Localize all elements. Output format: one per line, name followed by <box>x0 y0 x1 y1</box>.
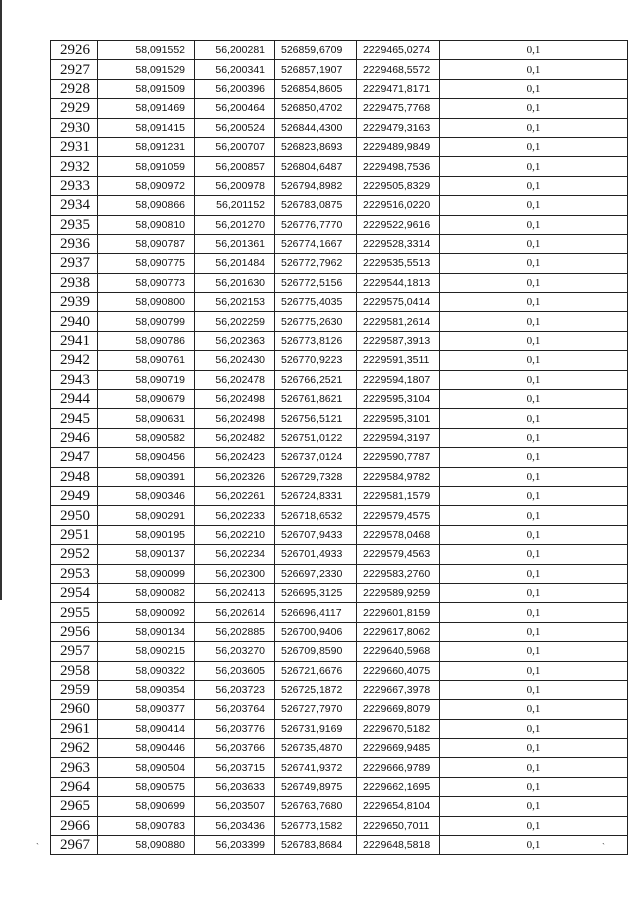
point-number-cell: 2936 <box>51 234 98 253</box>
latitude-cell: 58,090137 <box>98 545 195 564</box>
latitude-cell: 58,090679 <box>98 390 195 409</box>
accuracy-cell: 0,1 <box>440 370 628 389</box>
latitude-cell: 58,091415 <box>98 118 195 137</box>
coord-x-cell: 526794,8982 <box>275 176 357 195</box>
coord-y-cell: 2229475,7768 <box>357 99 440 118</box>
longitude-cell: 56,203399 <box>195 836 275 855</box>
table-row <box>51 506 628 525</box>
accuracy-cell: 0,1 <box>440 409 628 428</box>
coord-x-cell: 526859,6709 <box>275 41 357 60</box>
coord-x-cell: 526775,4035 <box>275 293 357 312</box>
longitude-cell: 56,201361 <box>195 234 275 253</box>
coord-x-cell: 526844,4300 <box>275 118 357 137</box>
longitude-cell: 56,202363 <box>195 331 275 350</box>
accuracy-cell: 0,1 <box>440 797 628 816</box>
coord-y-cell: 2229575,0414 <box>357 293 440 312</box>
coord-y-cell: 2229654,8104 <box>357 797 440 816</box>
coord-y-cell: 2229578,0468 <box>357 525 440 544</box>
table-row <box>51 777 628 796</box>
latitude-cell: 58,090195 <box>98 525 195 544</box>
coord-y-cell: 2229589,9259 <box>357 583 440 602</box>
latitude-cell: 58,090414 <box>98 719 195 738</box>
longitude-cell: 56,203633 <box>195 777 275 796</box>
point-number-cell: 2947 <box>51 448 98 467</box>
longitude-cell: 56,201484 <box>195 254 275 273</box>
coord-y-cell: 2229594,3197 <box>357 428 440 447</box>
coord-x-cell: 526701,4933 <box>275 545 357 564</box>
accuracy-cell: 0,1 <box>440 622 628 641</box>
longitude-cell: 56,203723 <box>195 680 275 699</box>
point-number-cell: 2959 <box>51 680 98 699</box>
table-row <box>51 467 628 486</box>
coord-y-cell: 2229594,1807 <box>357 370 440 389</box>
accuracy-cell: 0,1 <box>440 428 628 447</box>
longitude-cell: 56,202482 <box>195 428 275 447</box>
point-number-cell: 2928 <box>51 79 98 98</box>
table-row <box>51 603 628 622</box>
longitude-cell: 56,202233 <box>195 506 275 525</box>
table-row <box>51 486 628 505</box>
coord-x-cell: 526741,9372 <box>275 758 357 777</box>
table-row <box>51 545 628 564</box>
longitude-cell: 56,200396 <box>195 79 275 98</box>
point-number-cell: 2958 <box>51 661 98 680</box>
accuracy-cell: 0,1 <box>440 196 628 215</box>
coord-x-cell: 526700,9406 <box>275 622 357 641</box>
coord-x-cell: 526751,0122 <box>275 428 357 447</box>
coord-y-cell: 2229662,1695 <box>357 777 440 796</box>
coordinates-table <box>50 40 628 855</box>
longitude-cell: 56,203715 <box>195 758 275 777</box>
table-row <box>51 700 628 719</box>
coord-y-cell: 2229581,1579 <box>357 486 440 505</box>
latitude-cell: 58,090787 <box>98 234 195 253</box>
coord-y-cell: 2229669,9485 <box>357 739 440 758</box>
longitude-cell: 56,202430 <box>195 351 275 370</box>
coord-x-cell: 526718,6532 <box>275 506 357 525</box>
point-number-cell: 2950 <box>51 506 98 525</box>
latitude-cell: 58,090291 <box>98 506 195 525</box>
latitude-cell: 58,090099 <box>98 564 195 583</box>
accuracy-cell: 0,1 <box>440 293 628 312</box>
accuracy-cell: 0,1 <box>440 777 628 796</box>
table-row <box>51 390 628 409</box>
latitude-cell: 58,090783 <box>98 816 195 835</box>
coord-y-cell: 2229595,3104 <box>357 390 440 409</box>
coord-y-cell: 2229667,3978 <box>357 680 440 699</box>
coord-x-cell: 526709,8590 <box>275 642 357 661</box>
accuracy-cell: 0,1 <box>440 816 628 835</box>
table-row <box>51 370 628 389</box>
coord-y-cell: 2229583,2760 <box>357 564 440 583</box>
coord-x-cell: 526854,8605 <box>275 79 357 98</box>
accuracy-cell: 0,1 <box>440 680 628 699</box>
coord-x-cell: 526776,7770 <box>275 215 357 234</box>
table-row <box>51 409 628 428</box>
table-row <box>51 525 628 544</box>
coord-x-cell: 526727,7970 <box>275 700 357 719</box>
coord-x-cell: 526724,8331 <box>275 486 357 505</box>
longitude-cell: 56,202885 <box>195 622 275 641</box>
coord-x-cell: 526731,9169 <box>275 719 357 738</box>
coord-x-cell: 526774,1667 <box>275 234 357 253</box>
point-number-cell: 2939 <box>51 293 98 312</box>
table-row <box>51 564 628 583</box>
coord-x-cell: 526707,9433 <box>275 525 357 544</box>
table-row <box>51 351 628 370</box>
point-number-cell: 2930 <box>51 118 98 137</box>
table-row <box>51 719 628 738</box>
point-number-cell: 2965 <box>51 797 98 816</box>
latitude-cell: 58,090575 <box>98 777 195 796</box>
point-number-cell: 2966 <box>51 816 98 835</box>
coord-x-cell: 526761,8621 <box>275 390 357 409</box>
table-row <box>51 118 628 137</box>
accuracy-cell: 0,1 <box>440 700 628 719</box>
latitude-cell: 58,090972 <box>98 176 195 195</box>
point-number-cell: 2960 <box>51 700 98 719</box>
latitude-cell: 58,090322 <box>98 661 195 680</box>
accuracy-cell: 0,1 <box>440 836 628 855</box>
point-number-cell: 2944 <box>51 390 98 409</box>
longitude-cell: 56,202210 <box>195 525 275 544</box>
latitude-cell: 58,090446 <box>98 739 195 758</box>
table-row <box>51 215 628 234</box>
longitude-cell: 56,202261 <box>195 486 275 505</box>
accuracy-cell: 0,1 <box>440 390 628 409</box>
coord-y-cell: 2229505,8329 <box>357 176 440 195</box>
coord-y-cell: 2229670,5182 <box>357 719 440 738</box>
longitude-cell: 56,200281 <box>195 41 275 60</box>
coord-y-cell: 2229617,8062 <box>357 622 440 641</box>
coord-y-cell: 2229516,0220 <box>357 196 440 215</box>
table-row <box>51 661 628 680</box>
accuracy-cell: 0,1 <box>440 118 628 137</box>
accuracy-cell: 0,1 <box>440 661 628 680</box>
table-row <box>51 273 628 292</box>
table-row <box>51 428 628 447</box>
longitude-cell: 56,202614 <box>195 603 275 622</box>
longitude-cell: 56,203776 <box>195 719 275 738</box>
coord-y-cell: 2229666,9789 <box>357 758 440 777</box>
longitude-cell: 56,202478 <box>195 370 275 389</box>
accuracy-cell: 0,1 <box>440 331 628 350</box>
coord-y-cell: 2229579,4563 <box>357 545 440 564</box>
coord-x-cell: 526695,3125 <box>275 583 357 602</box>
point-number-cell: 2952 <box>51 545 98 564</box>
longitude-cell: 56,203605 <box>195 661 275 680</box>
longitude-cell: 56,202153 <box>195 293 275 312</box>
coord-y-cell: 2229648,5818 <box>357 836 440 855</box>
longitude-cell: 56,202300 <box>195 564 275 583</box>
coord-x-cell: 526766,2521 <box>275 370 357 389</box>
longitude-cell: 56,202498 <box>195 390 275 409</box>
accuracy-cell: 0,1 <box>440 506 628 525</box>
accuracy-cell: 0,1 <box>440 351 628 370</box>
coord-x-cell: 526773,1582 <box>275 816 357 835</box>
latitude-cell: 58,090391 <box>98 467 195 486</box>
coord-x-cell: 526857,1907 <box>275 60 357 79</box>
point-number-cell: 2942 <box>51 351 98 370</box>
coord-x-cell: 526721,6676 <box>275 661 357 680</box>
table-row <box>51 797 628 816</box>
longitude-cell: 56,200707 <box>195 137 275 156</box>
accuracy-cell: 0,1 <box>440 739 628 758</box>
latitude-cell: 58,090631 <box>98 409 195 428</box>
coord-y-cell: 2229465,0274 <box>357 41 440 60</box>
point-number-cell: 2927 <box>51 60 98 79</box>
point-number-cell: 2943 <box>51 370 98 389</box>
longitude-cell: 56,202498 <box>195 409 275 428</box>
table-row <box>51 448 628 467</box>
latitude-cell: 58,090215 <box>98 642 195 661</box>
latitude-cell: 58,090456 <box>98 448 195 467</box>
coord-y-cell: 2229544,1813 <box>357 273 440 292</box>
longitude-cell: 56,200341 <box>195 60 275 79</box>
coord-x-cell: 526735,4870 <box>275 739 357 758</box>
coord-y-cell: 2229579,4575 <box>357 506 440 525</box>
latitude-cell: 58,090377 <box>98 700 195 719</box>
point-number-cell: 2934 <box>51 196 98 215</box>
coord-x-cell: 526773,8126 <box>275 331 357 350</box>
latitude-cell: 58,091509 <box>98 79 195 98</box>
latitude-cell: 58,090504 <box>98 758 195 777</box>
longitude-cell: 56,201152 <box>195 196 275 215</box>
point-number-cell: 2945 <box>51 409 98 428</box>
table-row <box>51 254 628 273</box>
latitude-cell: 58,090800 <box>98 293 195 312</box>
point-number-cell: 2948 <box>51 467 98 486</box>
scan-mark-right: ` <box>602 842 605 852</box>
latitude-cell: 58,091469 <box>98 99 195 118</box>
coord-y-cell: 2229660,4075 <box>357 661 440 680</box>
coord-x-cell: 526749,8975 <box>275 777 357 796</box>
latitude-cell: 58,090354 <box>98 680 195 699</box>
accuracy-cell: 0,1 <box>440 41 628 60</box>
accuracy-cell: 0,1 <box>440 642 628 661</box>
coord-y-cell: 2229590,7787 <box>357 448 440 467</box>
accuracy-cell: 0,1 <box>440 176 628 195</box>
accuracy-cell: 0,1 <box>440 603 628 622</box>
table-row <box>51 41 628 60</box>
latitude-cell: 58,091059 <box>98 157 195 176</box>
coord-y-cell: 2229468,5572 <box>357 60 440 79</box>
table-row <box>51 312 628 331</box>
accuracy-cell: 0,1 <box>440 157 628 176</box>
point-number-cell: 2935 <box>51 215 98 234</box>
table-row <box>51 758 628 777</box>
longitude-cell: 56,203764 <box>195 700 275 719</box>
coord-y-cell: 2229584,9782 <box>357 467 440 486</box>
accuracy-cell: 0,1 <box>440 564 628 583</box>
point-number-cell: 2932 <box>51 157 98 176</box>
accuracy-cell: 0,1 <box>440 312 628 331</box>
table-row <box>51 293 628 312</box>
point-number-cell: 2937 <box>51 254 98 273</box>
accuracy-cell: 0,1 <box>440 467 628 486</box>
table-row <box>51 196 628 215</box>
accuracy-cell: 0,1 <box>440 137 628 156</box>
coord-y-cell: 2229601,8159 <box>357 603 440 622</box>
latitude-cell: 58,091231 <box>98 137 195 156</box>
point-number-cell: 2957 <box>51 642 98 661</box>
coord-x-cell: 526775,2630 <box>275 312 357 331</box>
longitude-cell: 56,203436 <box>195 816 275 835</box>
coord-x-cell: 526756,5121 <box>275 409 357 428</box>
accuracy-cell: 0,1 <box>440 215 628 234</box>
longitude-cell: 56,202234 <box>195 545 275 564</box>
table-row <box>51 583 628 602</box>
latitude-cell: 58,091552 <box>98 41 195 60</box>
scan-mark-left: ` <box>36 842 39 852</box>
accuracy-cell: 0,1 <box>440 273 628 292</box>
coord-x-cell: 526783,8684 <box>275 836 357 855</box>
point-number-cell: 2964 <box>51 777 98 796</box>
latitude-cell: 58,090699 <box>98 797 195 816</box>
latitude-cell: 58,090134 <box>98 622 195 641</box>
accuracy-cell: 0,1 <box>440 583 628 602</box>
table-row <box>51 739 628 758</box>
point-number-cell: 2956 <box>51 622 98 641</box>
coord-y-cell: 2229640,5968 <box>357 642 440 661</box>
point-number-cell: 2967 <box>51 836 98 855</box>
latitude-cell: 58,090786 <box>98 331 195 350</box>
coord-y-cell: 2229587,3913 <box>357 331 440 350</box>
table-row <box>51 79 628 98</box>
coord-x-cell: 526737,0124 <box>275 448 357 467</box>
coord-x-cell: 526763,7680 <box>275 797 357 816</box>
latitude-cell: 58,090082 <box>98 583 195 602</box>
coord-x-cell: 526697,2330 <box>275 564 357 583</box>
accuracy-cell: 0,1 <box>440 486 628 505</box>
point-number-cell: 2929 <box>51 99 98 118</box>
latitude-cell: 58,090799 <box>98 312 195 331</box>
longitude-cell: 56,200464 <box>195 99 275 118</box>
coord-y-cell: 2229479,3163 <box>357 118 440 137</box>
accuracy-cell: 0,1 <box>440 525 628 544</box>
latitude-cell: 58,090719 <box>98 370 195 389</box>
coord-x-cell: 526725,1872 <box>275 680 357 699</box>
table-row <box>51 60 628 79</box>
coord-x-cell: 526770,9223 <box>275 351 357 370</box>
point-number-cell: 2963 <box>51 758 98 777</box>
longitude-cell: 56,200978 <box>195 176 275 195</box>
latitude-cell: 58,090582 <box>98 428 195 447</box>
point-number-cell: 2933 <box>51 176 98 195</box>
point-number-cell: 2953 <box>51 564 98 583</box>
coord-y-cell: 2229471,8171 <box>357 79 440 98</box>
coord-x-cell: 526804,6487 <box>275 157 357 176</box>
coordinates-table-body <box>51 41 628 855</box>
coord-x-cell: 526823,8693 <box>275 137 357 156</box>
table-row <box>51 836 628 855</box>
table-row <box>51 176 628 195</box>
table-row <box>51 622 628 641</box>
coord-y-cell: 2229669,8079 <box>357 700 440 719</box>
point-number-cell: 2946 <box>51 428 98 447</box>
latitude-cell: 58,090773 <box>98 273 195 292</box>
coord-y-cell: 2229522,9616 <box>357 215 440 234</box>
coord-y-cell: 2229591,3511 <box>357 351 440 370</box>
latitude-cell: 58,090810 <box>98 215 195 234</box>
table-row <box>51 816 628 835</box>
longitude-cell: 56,201270 <box>195 215 275 234</box>
latitude-cell: 58,090775 <box>98 254 195 273</box>
longitude-cell: 56,202413 <box>195 583 275 602</box>
coord-y-cell: 2229650,7011 <box>357 816 440 835</box>
point-number-cell: 2962 <box>51 739 98 758</box>
table-row <box>51 642 628 661</box>
point-number-cell: 2941 <box>51 331 98 350</box>
latitude-cell: 58,091529 <box>98 60 195 79</box>
table-row <box>51 331 628 350</box>
point-number-cell: 2961 <box>51 719 98 738</box>
point-number-cell: 2951 <box>51 525 98 544</box>
coord-x-cell: 526783,0875 <box>275 196 357 215</box>
longitude-cell: 56,202326 <box>195 467 275 486</box>
latitude-cell: 58,090346 <box>98 486 195 505</box>
point-number-cell: 2940 <box>51 312 98 331</box>
table-row <box>51 157 628 176</box>
point-number-cell: 2926 <box>51 41 98 60</box>
longitude-cell: 56,202259 <box>195 312 275 331</box>
latitude-cell: 58,090092 <box>98 603 195 622</box>
point-number-cell: 2931 <box>51 137 98 156</box>
accuracy-cell: 0,1 <box>440 79 628 98</box>
coord-x-cell: 526696,4117 <box>275 603 357 622</box>
coord-x-cell: 526850,4702 <box>275 99 357 118</box>
point-number-cell: 2938 <box>51 273 98 292</box>
accuracy-cell: 0,1 <box>440 545 628 564</box>
accuracy-cell: 0,1 <box>440 60 628 79</box>
coord-y-cell: 2229581,2614 <box>357 312 440 331</box>
coord-y-cell: 2229528,3314 <box>357 234 440 253</box>
longitude-cell: 56,203270 <box>195 642 275 661</box>
longitude-cell: 56,203507 <box>195 797 275 816</box>
coord-y-cell: 2229595,3101 <box>357 409 440 428</box>
latitude-cell: 58,090880 <box>98 836 195 855</box>
table-row <box>51 99 628 118</box>
accuracy-cell: 0,1 <box>440 448 628 467</box>
table-row <box>51 137 628 156</box>
coord-x-cell: 526729,7328 <box>275 467 357 486</box>
longitude-cell: 56,200524 <box>195 118 275 137</box>
table-row <box>51 680 628 699</box>
accuracy-cell: 0,1 <box>440 99 628 118</box>
point-number-cell: 2955 <box>51 603 98 622</box>
point-number-cell: 2954 <box>51 583 98 602</box>
latitude-cell: 58,090761 <box>98 351 195 370</box>
longitude-cell: 56,200857 <box>195 157 275 176</box>
accuracy-cell: 0,1 <box>440 254 628 273</box>
point-number-cell: 2949 <box>51 486 98 505</box>
coord-y-cell: 2229535,5513 <box>357 254 440 273</box>
longitude-cell: 56,203766 <box>195 739 275 758</box>
coord-y-cell: 2229489,9849 <box>357 137 440 156</box>
accuracy-cell: 0,1 <box>440 719 628 738</box>
longitude-cell: 56,202423 <box>195 448 275 467</box>
longitude-cell: 56,201630 <box>195 273 275 292</box>
coord-y-cell: 2229498,7536 <box>357 157 440 176</box>
table-row <box>51 234 628 253</box>
accuracy-cell: 0,1 <box>440 234 628 253</box>
latitude-cell: 58,090866 <box>98 196 195 215</box>
page-edge-line <box>0 0 2 600</box>
coord-x-cell: 526772,5156 <box>275 273 357 292</box>
coord-x-cell: 526772,7962 <box>275 254 357 273</box>
accuracy-cell: 0,1 <box>440 758 628 777</box>
